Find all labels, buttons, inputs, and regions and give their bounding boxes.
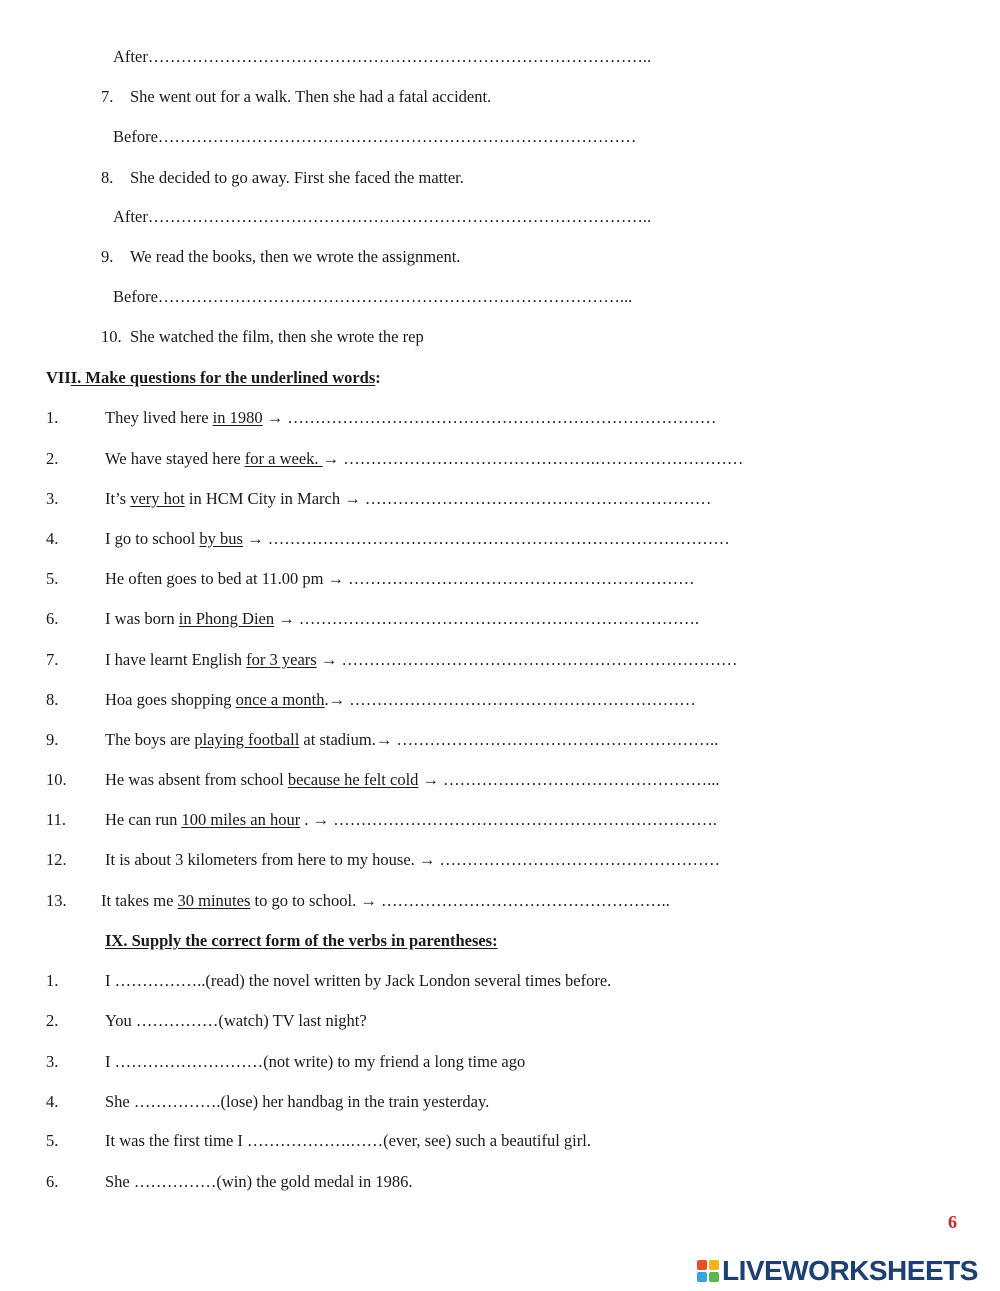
verb-item[interactable]: 1. I ……………..(read) the novel written by Jack London several times before. <box>46 971 612 990</box>
question-item[interactable]: 9. The boys are playing football at stadium.→ ………………………………………………….. <box>46 730 719 749</box>
verb-item[interactable]: 4. She …………….(lose) her handbag in the train yesterday. <box>46 1092 490 1111</box>
sentence-item: 10. She watched the film, then she wrote the rep <box>101 327 424 346</box>
question-item[interactable]: 13. It takes me 30 minutes to go to school. → …………………………………………….. <box>46 891 670 910</box>
answer-line[interactable]: After……………………………………………………………………………….. <box>113 207 652 226</box>
answer-line[interactable]: Before…………………………………………………………………………... <box>113 287 633 306</box>
live-logo-icon <box>697 1260 719 1282</box>
answer-line[interactable]: After……………………………………………………………………………….. <box>113 47 652 66</box>
section-heading: IX. Supply the correct form of the verbs in parentheses: <box>105 931 498 950</box>
question-item[interactable]: 7. I have learnt English for 3 years → ……………………………………………………………… <box>46 650 738 669</box>
question-item[interactable]: 10. He was absent from school because he felt cold → …………………………………………... <box>46 770 720 789</box>
question-item[interactable]: 5. He often goes to bed at 11.00 pm → ……………………………………………………… <box>46 569 695 588</box>
question-item[interactable]: 2. We have stayed here for a week. → ……………………………………….……………………… <box>46 449 744 468</box>
question-item[interactable]: 3. It’s very hot in HCM City in March → ……………………………………………………… <box>46 489 712 508</box>
sentence-item: 8. She decided to go away. First she faced the matter. <box>101 168 464 187</box>
verb-item[interactable]: 6. She ……………(win) the gold medal in 1986. <box>46 1172 413 1191</box>
sentence-item: 9. We read the books, then we wrote the assignment. <box>101 247 461 266</box>
question-item[interactable]: 1. They lived here in 1980 → …………………………………………………………………… <box>46 408 717 427</box>
question-item[interactable]: 11. He can run 100 miles an hour . → ……………………………………………………………. <box>46 810 717 829</box>
verb-item[interactable]: 2. You ……………(watch) TV last night? <box>46 1011 367 1030</box>
verb-item[interactable]: 5. It was the first time I ……………….……(ever, see) such a beautiful girl. <box>46 1131 591 1150</box>
liveworksheets-logo[interactable] <box>697 1255 997 1287</box>
question-item[interactable]: 6. I was born in Phong Dien → ………………………………………………………………. <box>46 609 699 628</box>
brand-wordmark: LIVEWORKSHEETS <box>722 1255 978 1286</box>
section-heading: VIII. Make questions for the underlined words: <box>46 368 381 387</box>
page-number: 6 <box>948 1212 957 1232</box>
question-item[interactable]: 8. Hoa goes shopping once a month.→ ……………………………………………………… <box>46 690 696 709</box>
verb-item[interactable]: 3. I ………………………(not write) to my friend a long time ago <box>46 1052 526 1071</box>
question-item[interactable]: 4. I go to school by bus → ………………………………………………………………………… <box>46 529 730 548</box>
sentence-item: 7. She went out for a walk. Then she had a fatal accident. <box>101 87 492 106</box>
answer-line[interactable]: Before…………………………………………………………………………… <box>113 127 637 146</box>
question-item[interactable]: 12. It is about 3 kilometers from here to my house. → …………………………………………… <box>46 850 721 869</box>
